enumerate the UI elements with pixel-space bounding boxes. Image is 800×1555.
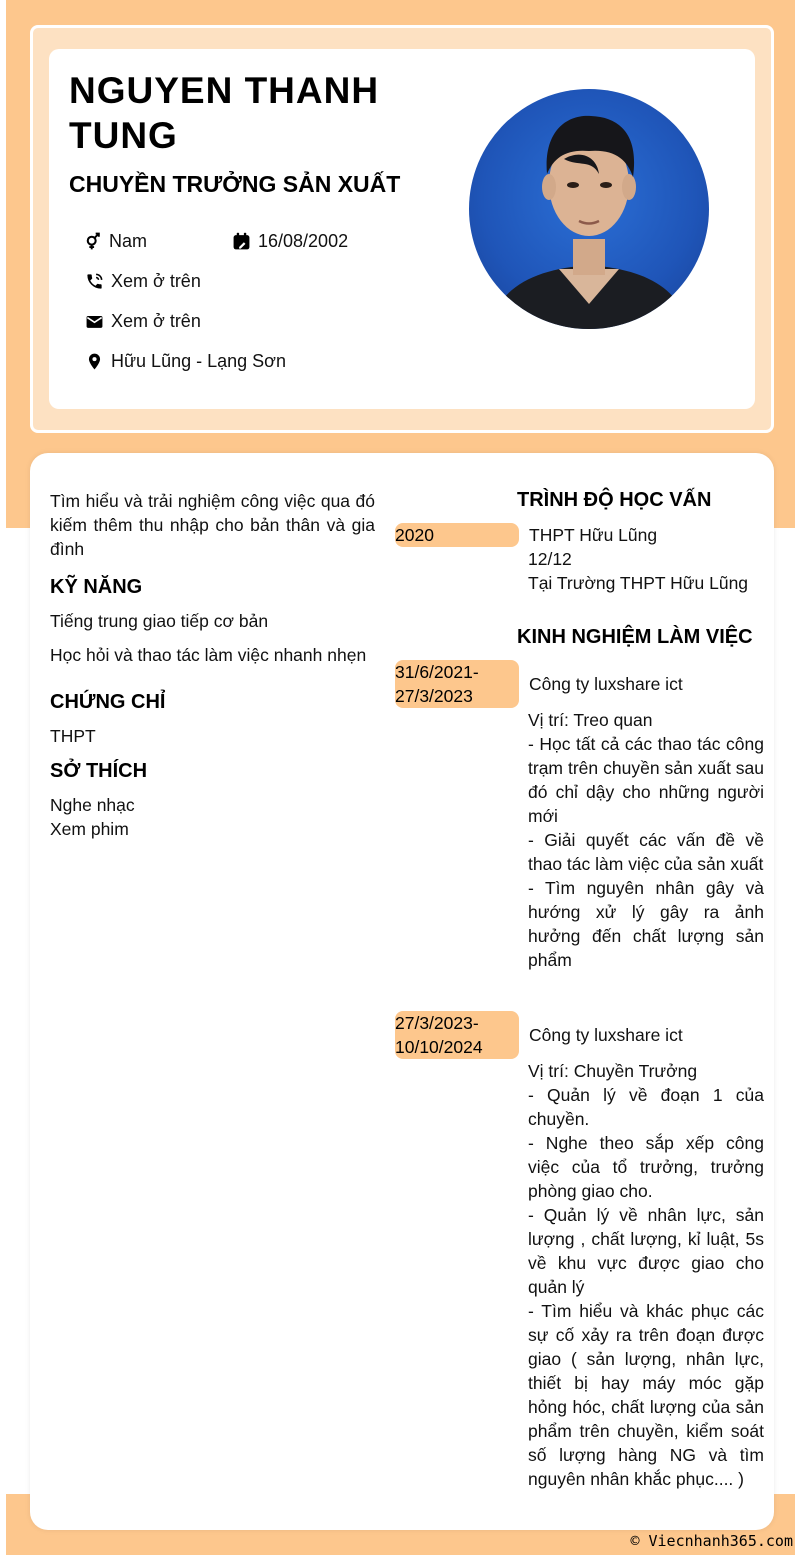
email-value: Xem ở trên xyxy=(111,310,201,331)
hobbies-title: SỞ THÍCH xyxy=(50,760,148,782)
experience-bullet: - Quản lý về nhân lực, sản lượng , chất lượng, kỉ luật, 5s về khu vực được giao cho quản lý xyxy=(528,1205,764,1297)
experience-company: Công ty luxshare ict xyxy=(529,674,683,694)
location-pin-icon xyxy=(83,350,105,372)
job-title: CHUYỀN TRƯỞNG SẢN XUẤT xyxy=(69,171,401,197)
experience-company: Công ty luxshare ict xyxy=(529,1025,683,1045)
email-icon xyxy=(83,310,105,332)
experience-date: 27/3/2023-10/10/2024 xyxy=(395,1011,519,1059)
experience-detail xyxy=(528,708,764,972)
hobby-item: Xem phim xyxy=(50,819,129,839)
experience-date: 31/6/2021-27/3/2023 xyxy=(395,660,519,708)
skill-item: Tiếng trung giao tiếp cơ bản xyxy=(50,611,269,631)
career-objective: Tìm hiểu và trải nghiệm công việc qua đó kiếm thêm thu nhập cho bản thân và gia đình xyxy=(50,491,375,559)
left-column xyxy=(50,489,375,841)
experience-bullet: - Tìm nguyên nhân gây và hướng xử lý gây ra ảnh hưởng đến chất lượng sản phẩm xyxy=(528,878,764,970)
email-info xyxy=(83,310,201,332)
certificates-title: CHỨNG CHỈ xyxy=(50,691,166,713)
experience-bullet: - Quản lý về đoạn 1 của chuyền. xyxy=(528,1085,764,1129)
experience-title: KINH NGHIỆM LÀM VIỆC xyxy=(517,626,753,648)
candidate-name: NGUYEN THANH TUNG xyxy=(69,70,380,156)
birthdate-info xyxy=(230,230,348,252)
certificate-item: THPT xyxy=(50,726,96,746)
experience-bullet: - Giải quyết các vấn đề về thao tác làm việc của sản xuất xyxy=(528,830,764,874)
experience-bullet: - Nghe theo sắp xếp công việc của tổ trưởng, trưởng phòng giao cho. xyxy=(528,1133,764,1201)
experience-detail xyxy=(528,1059,764,1491)
skill-item: Học hỏi và thao tác làm việc nhanh nhẹn xyxy=(50,645,367,665)
address-info xyxy=(83,350,286,372)
education-detail: Tại Trường THPT Hữu Lũng xyxy=(528,573,749,593)
experience-position: Vị trí: Chuyền Trưởng xyxy=(528,1061,698,1081)
phone-value: Xem ở trên xyxy=(111,270,201,291)
calendar-icon xyxy=(230,230,252,252)
phone-icon xyxy=(83,270,105,292)
gender-icon xyxy=(81,230,103,252)
address-value: Hữu Lũng - Lạng Sơn xyxy=(111,350,286,371)
education-date: 2020 xyxy=(395,523,519,547)
experience-bullet: - Học tất cả các thao tác công trạm trên chuyền sản xuất sau đó chỉ dậy cho những người mới xyxy=(528,734,764,826)
education-title: TRÌNH ĐỘ HỌC VẤN xyxy=(517,489,712,511)
birthdate-value: 16/08/2002 xyxy=(258,230,349,251)
gender-info xyxy=(81,230,147,252)
profile-photo xyxy=(469,89,709,329)
education-level: 12/12 xyxy=(528,549,572,569)
gender-value: Nam xyxy=(109,230,148,251)
footer-copyright: © Viecnhanh365.com xyxy=(630,1532,793,1550)
hobby-item: Nghe nhạc xyxy=(50,795,135,815)
education-school: THPT Hữu Lũng xyxy=(529,525,658,545)
phone-info xyxy=(83,270,201,292)
skills-title: KỸ NĂNG xyxy=(50,576,143,598)
experience-bullet: - Tìm hiểu và khác phục các sự cố xảy ra trên đoạn được giao ( sản lượng, nhân lực, thiết bị hay máy móc gặp hỏng hóc, chất lượng của sản phẩm trên chuyền, kiểm soát số lượng hàng NG và tìm nguyên nhân khắc phục.... ) xyxy=(528,1301,764,1489)
experience-position: Vị trí: Treo quan xyxy=(528,710,653,730)
